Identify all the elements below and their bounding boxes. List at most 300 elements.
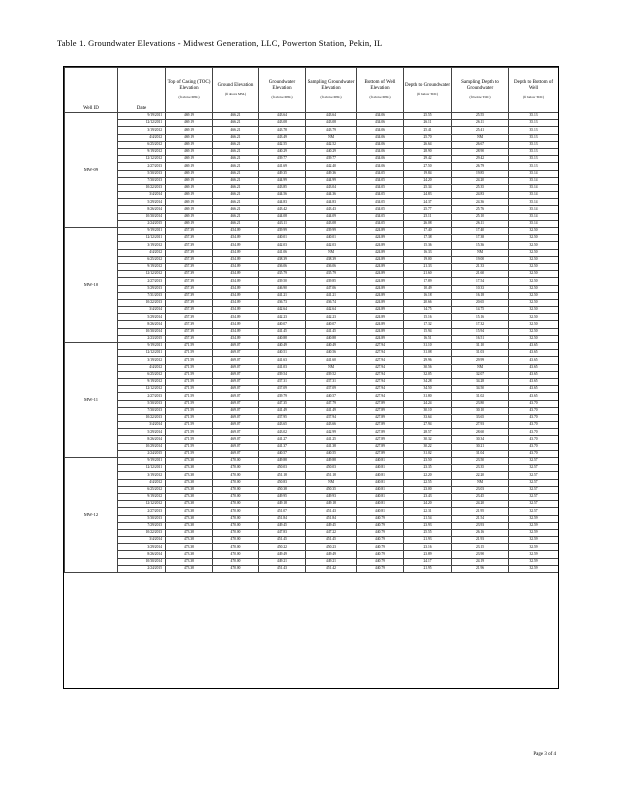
value-cell: 469.07 [213, 371, 259, 378]
value-cell: 449.21 [259, 558, 306, 565]
value-cell: 450.35 [306, 486, 357, 493]
table-row [65, 551, 559, 558]
value-cell: 443.65 [259, 422, 306, 429]
value-cell: 424.89 [357, 235, 404, 242]
value-cell: 35.13 [509, 120, 559, 127]
date-cell: 2/27/2013 [118, 393, 166, 400]
value-cell: 441.60 [306, 357, 357, 364]
value-cell: 32.50 [509, 249, 559, 256]
value-cell: 24.20 [404, 501, 452, 508]
value-cell: 466.21 [213, 192, 259, 199]
date-cell: 3/19/2012 [118, 127, 166, 134]
value-cell: 438.39 [259, 256, 306, 263]
value-cell: 440.56 [306, 350, 357, 357]
value-cell: 17.40 [452, 228, 509, 235]
value-cell: 25.41 [404, 127, 452, 134]
date-cell: 10/30/2014 [118, 328, 166, 335]
value-cell: 43.65 [509, 393, 559, 400]
table-row [65, 371, 559, 378]
date-cell: 10/22/2013 [118, 529, 166, 536]
value-cell: 450.23 [306, 544, 357, 551]
value-cell: 443.49 [259, 134, 306, 141]
date-cell: 12/12/2012 [118, 156, 166, 163]
value-cell: 21.93 [404, 537, 452, 544]
value-cell: 469.19 [166, 206, 213, 213]
value-cell: 454.09 [213, 314, 259, 321]
value-cell: 32.59 [509, 544, 559, 551]
value-cell: 454.09 [213, 278, 259, 285]
value-cell: 26.67 [452, 141, 509, 148]
value-cell: 434.05 [357, 177, 404, 184]
table-row [65, 436, 559, 443]
value-cell: 23.89 [404, 551, 452, 558]
value-cell: 440.81 [357, 479, 404, 486]
value-cell: 469.19 [166, 148, 213, 155]
table-row [65, 522, 559, 529]
value-cell: 439.54 [259, 371, 306, 378]
table-row [65, 458, 559, 465]
value-cell: 32.59 [509, 558, 559, 565]
value-cell: 454.09 [213, 228, 259, 235]
value-cell: 21.33 [452, 263, 509, 270]
table-row [65, 544, 559, 551]
value-cell: 469.07 [213, 443, 259, 450]
value-cell: 471.59 [166, 378, 213, 385]
value-cell: 466.21 [213, 120, 259, 127]
value-cell: 449.49 [306, 551, 357, 558]
date-cell: 3/4/2014 [118, 537, 166, 544]
value-cell: 21.54 [452, 515, 509, 522]
value-cell: 32.50 [509, 328, 559, 335]
value-cell: 454.09 [213, 242, 259, 249]
value-cell: 457.39 [166, 228, 213, 235]
date-cell: 2/24/2015 [118, 220, 166, 227]
value-cell: 19.00 [452, 256, 509, 263]
table-row [65, 357, 559, 364]
value-cell: 16.51 [404, 335, 452, 342]
value-cell: 19.00 [404, 256, 452, 263]
column-header [213, 68, 259, 113]
date-cell: 3/4/2014 [118, 192, 166, 199]
value-cell: 470.00 [213, 479, 259, 486]
value-cell: 470.00 [213, 544, 259, 551]
value-cell: 473.38 [166, 558, 213, 565]
well-id-cell: MW-12 [65, 458, 118, 573]
value-cell: 473.38 [166, 551, 213, 558]
table-row [65, 307, 559, 314]
value-cell: 33.64 [404, 414, 452, 421]
value-cell: 442.03 [259, 242, 306, 249]
value-cell: 434.06 [357, 163, 404, 170]
value-cell: 469.07 [213, 378, 259, 385]
value-cell: 444.99 [306, 177, 357, 184]
value-cell: 441.06 [259, 249, 306, 256]
value-cell: 449.18 [259, 501, 306, 508]
date-cell: 7/30/2013 [118, 407, 166, 414]
value-cell: 19.85 [452, 170, 509, 177]
table-body [65, 113, 559, 573]
column-header-label: Depth to Bottom of Well [513, 79, 554, 91]
value-cell: 32.57 [509, 493, 559, 500]
value-cell: 427.94 [357, 350, 404, 357]
groundwater-table [63, 66, 559, 689]
value-cell: 427.89 [357, 436, 404, 443]
value-cell: 26.79 [452, 163, 509, 170]
value-cell: 29.42 [452, 156, 509, 163]
value-cell: 454.09 [213, 256, 259, 263]
table-row [65, 256, 559, 263]
value-cell: 470.00 [213, 522, 259, 529]
value-cell: 32.59 [509, 529, 559, 536]
table-row [65, 263, 559, 270]
value-cell: 466.21 [213, 184, 259, 191]
value-cell: 450.03 [259, 465, 306, 472]
well-id-cell: MW-09 [65, 113, 118, 228]
column-header [357, 68, 404, 113]
value-cell: 470.00 [213, 508, 259, 515]
value-cell: 470.00 [213, 458, 259, 465]
table-row [65, 206, 559, 213]
table-row [65, 350, 559, 357]
value-cell: 19.84 [404, 170, 452, 177]
value-cell: 473.38 [166, 472, 213, 479]
value-cell: 436.73 [259, 299, 306, 306]
value-cell: 443.42 [259, 206, 306, 213]
column-header-label: Date [136, 105, 147, 111]
date-cell: 3/4/2014 [118, 307, 166, 314]
value-cell: 451.18 [259, 472, 306, 479]
date-cell: 12/12/2011 [118, 235, 166, 242]
value-cell: 26.64 [404, 141, 452, 148]
date-cell: 2/27/2013 [118, 278, 166, 285]
value-cell: 473.38 [166, 508, 213, 515]
table-row [65, 127, 559, 134]
value-cell: 443.64 [259, 113, 306, 120]
value-cell: 473.38 [166, 537, 213, 544]
table-row [65, 335, 559, 342]
value-cell: 471.59 [166, 371, 213, 378]
value-cell: 441.37 [259, 443, 306, 450]
table-row [65, 529, 559, 536]
value-cell: 32.50 [509, 285, 559, 292]
table-row [65, 443, 559, 450]
value-cell: 440.88 [259, 335, 306, 342]
value-cell: 441.27 [259, 436, 306, 443]
value-cell: 439.79 [259, 393, 306, 400]
value-cell: 466.21 [213, 220, 259, 227]
value-cell: 437.09 [259, 386, 306, 393]
value-cell: 469.07 [213, 393, 259, 400]
value-cell: 450.03 [306, 465, 357, 472]
date-cell: 4/4/2012 [118, 249, 166, 256]
table-row [65, 422, 559, 429]
value-cell: 470.00 [213, 565, 259, 572]
value-cell: 15.94 [404, 328, 452, 335]
value-cell: 469.19 [166, 184, 213, 191]
value-cell: 457.39 [166, 314, 213, 321]
value-cell: 449.21 [306, 558, 357, 565]
value-cell: 424.89 [357, 278, 404, 285]
value-cell: 469.07 [213, 400, 259, 407]
date-cell: 4/4/2012 [118, 479, 166, 486]
value-cell: 43.65 [509, 386, 559, 393]
table-row [65, 113, 559, 120]
value-cell: 447.22 [306, 529, 357, 536]
value-cell: 434.05 [357, 184, 404, 191]
table-row [65, 321, 559, 328]
value-cell: 439.77 [259, 156, 306, 163]
table-row [65, 184, 559, 191]
value-cell: 466.21 [213, 199, 259, 206]
value-cell: 30.22 [404, 443, 452, 450]
value-cell: 469.19 [166, 120, 213, 127]
well-id-cell: MW-10 [65, 228, 118, 343]
date-cell: 12/12/2011 [118, 120, 166, 127]
value-cell: 35.14 [509, 192, 559, 199]
value-cell: 451.43 [306, 508, 357, 515]
table-row [65, 393, 559, 400]
value-cell: 466.21 [213, 170, 259, 177]
value-cell: 444.83 [306, 199, 357, 206]
value-cell: 440.07 [306, 321, 357, 328]
value-cell: 449.18 [306, 501, 357, 508]
value-cell: NM [306, 364, 357, 371]
value-cell: 469.07 [213, 450, 259, 457]
value-cell: 32.59 [509, 522, 559, 529]
value-cell: 427.89 [357, 450, 404, 457]
value-cell: 471.59 [166, 343, 213, 350]
value-cell: 17.38 [452, 235, 509, 242]
value-cell: 441.49 [259, 407, 306, 414]
column-header [259, 68, 306, 113]
value-cell: 427.89 [357, 400, 404, 407]
value-cell: 28.60 [452, 429, 509, 436]
value-cell: 32.57 [509, 479, 559, 486]
value-cell: 444.83 [259, 199, 306, 206]
date-cell: 5/29/2014 [118, 314, 166, 321]
value-cell: 457.39 [166, 335, 213, 342]
value-cell: NM [306, 249, 357, 256]
date-cell: 5/30/2013 [118, 515, 166, 522]
table-row [65, 378, 559, 385]
value-cell: 31.04 [452, 450, 509, 457]
value-cell: 440.81 [357, 458, 404, 465]
value-cell: 451.18 [306, 472, 357, 479]
value-cell: 25.76 [452, 206, 509, 213]
value-cell: 473.38 [166, 529, 213, 536]
value-cell: 440.29 [259, 148, 306, 155]
table-row [65, 156, 559, 163]
value-cell: 454.09 [213, 285, 259, 292]
value-cell: 440.01 [259, 235, 306, 242]
value-cell: 424.89 [357, 307, 404, 314]
table-row [65, 292, 559, 299]
value-cell: 29.96 [404, 357, 452, 364]
value-cell: 15.16 [452, 314, 509, 321]
column-header-unit: (ft below TOC) [417, 92, 438, 96]
value-cell: 15.16 [404, 314, 452, 321]
value-cell: 440.81 [357, 493, 404, 500]
value-cell: 31.08 [404, 350, 452, 357]
date-cell: 12/12/2011 [118, 465, 166, 472]
value-cell: 469.19 [166, 170, 213, 177]
value-cell: 451.42 [306, 565, 357, 572]
value-cell: 424.89 [357, 314, 404, 321]
value-cell: 443.04 [306, 184, 357, 191]
value-cell: 32.57 [509, 458, 559, 465]
value-cell: 442.23 [306, 314, 357, 321]
table-row [65, 450, 559, 457]
value-cell: 17.40 [404, 228, 452, 235]
value-cell: 23.93 [452, 522, 509, 529]
table-row [65, 242, 559, 249]
value-cell: 23.80 [452, 400, 509, 407]
value-cell: 469.19 [166, 177, 213, 184]
value-cell: 471.59 [166, 357, 213, 364]
value-cell: 31.80 [404, 393, 452, 400]
value-cell: 469.19 [166, 113, 213, 120]
value-cell: 469.19 [166, 220, 213, 227]
value-cell: 26.11 [404, 120, 452, 127]
value-cell: 471.59 [166, 393, 213, 400]
value-cell: 35.14 [509, 213, 559, 220]
value-cell: 434.06 [357, 134, 404, 141]
value-cell: 439.85 [306, 278, 357, 285]
value-cell: 466.21 [213, 163, 259, 170]
value-cell: 434.06 [357, 156, 404, 163]
date-cell: 7/31/2013 [118, 292, 166, 299]
value-cell: 450.83 [259, 479, 306, 486]
column-header-unit: (ft above MSL) [320, 95, 342, 100]
value-cell: 23.03 [452, 486, 509, 493]
value-cell: 435.79 [306, 271, 357, 278]
date-cell: 12/12/2012 [118, 386, 166, 393]
value-cell: 23.93 [404, 522, 452, 529]
value-cell: 471.59 [166, 386, 213, 393]
value-cell: 20.65 [452, 299, 509, 306]
value-cell: 469.19 [166, 134, 213, 141]
value-cell: 442.64 [259, 307, 306, 314]
value-cell: 32.07 [452, 371, 509, 378]
value-cell: NM [452, 479, 509, 486]
value-cell: 473.38 [166, 479, 213, 486]
value-cell: 32.57 [509, 472, 559, 479]
value-cell: 437.31 [259, 378, 306, 385]
date-cell: 9/19/2012 [118, 378, 166, 385]
value-cell: 34.50 [452, 386, 509, 393]
value-cell: 16.33 [404, 249, 452, 256]
value-cell: 25.77 [404, 206, 452, 213]
value-cell: 446.90 [259, 285, 306, 292]
date-cell: 12/12/2012 [118, 501, 166, 508]
table-row [65, 486, 559, 493]
date-cell: 6/25/2012 [118, 486, 166, 493]
date-cell: 10/22/2013 [118, 299, 166, 306]
value-cell: 443.85 [259, 184, 306, 191]
value-cell: 441.45 [259, 328, 306, 335]
value-cell: 473.38 [166, 522, 213, 529]
date-cell: 3/19/2012 [118, 357, 166, 364]
value-cell: 440.49 [306, 343, 357, 350]
value-cell: 449.88 [259, 458, 306, 465]
date-cell: 5/29/2013 [118, 285, 166, 292]
value-cell: 471.59 [166, 436, 213, 443]
value-cell: 28.90 [452, 148, 509, 155]
value-cell: 32.50 [509, 228, 559, 235]
value-cell: 15.36 [452, 242, 509, 249]
date-cell: 3/4/2014 [118, 422, 166, 429]
value-cell: 24.24 [404, 400, 452, 407]
value-cell: 441.69 [259, 163, 306, 170]
value-cell: 427.89 [357, 414, 404, 421]
date-cell: 4/4/2012 [118, 134, 166, 141]
date-cell: 8/26/2014 [118, 551, 166, 558]
value-cell: 450.22 [259, 544, 306, 551]
value-cell: 457.39 [166, 292, 213, 299]
value-cell: 10.49 [404, 285, 452, 292]
value-cell: 427.89 [357, 443, 404, 450]
value-cell: 451.43 [259, 565, 306, 572]
value-cell: 32.50 [509, 263, 559, 270]
value-cell: 427.89 [357, 429, 404, 436]
value-cell: 14.75 [452, 307, 509, 314]
value-cell: 439.99 [306, 228, 357, 235]
value-cell: 437.94 [306, 414, 357, 421]
value-cell: 30.56 [404, 364, 452, 371]
value-cell: 15.94 [452, 328, 509, 335]
table-row [65, 508, 559, 515]
table-row [65, 314, 559, 321]
value-cell: 440.88 [306, 335, 357, 342]
value-cell: 21.93 [452, 537, 509, 544]
value-cell: 35.13 [509, 134, 559, 141]
value-cell: 23.45 [452, 493, 509, 500]
value-cell: 454.09 [213, 335, 259, 342]
value-cell: 35.14 [509, 220, 559, 227]
value-cell: 454.09 [213, 271, 259, 278]
value-cell: 471.59 [166, 443, 213, 450]
value-cell: 424.89 [357, 249, 404, 256]
value-cell: 437.95 [259, 414, 306, 421]
value-cell: 470.00 [213, 486, 259, 493]
value-cell: 427.94 [357, 364, 404, 371]
value-cell: 466.21 [213, 141, 259, 148]
value-cell: 441.21 [259, 292, 306, 299]
value-cell: 434.05 [357, 213, 404, 220]
value-cell: 434.06 [357, 120, 404, 127]
value-cell: 449.88 [306, 458, 357, 465]
value-cell: 32.50 [509, 335, 559, 342]
table-row [65, 407, 559, 414]
value-cell: 30.34 [452, 436, 509, 443]
value-cell: 21.60 [404, 271, 452, 278]
value-cell: 17.32 [452, 321, 509, 328]
value-cell: 26.11 [452, 120, 509, 127]
value-cell: 442.23 [259, 314, 306, 321]
value-cell: 23.50 [452, 458, 509, 465]
value-cell: 43.65 [509, 357, 559, 364]
value-cell: 469.07 [213, 386, 259, 393]
value-cell: 469.19 [166, 156, 213, 163]
value-cell: 471.59 [166, 364, 213, 371]
date-cell: 8/26/2014 [118, 436, 166, 443]
value-cell: 444.56 [259, 192, 306, 199]
value-cell: 470.00 [213, 515, 259, 522]
value-cell: 441.45 [306, 328, 357, 335]
value-cell: 32.57 [509, 501, 559, 508]
value-cell: 43.70 [509, 422, 559, 429]
value-cell: 466.21 [213, 177, 259, 184]
